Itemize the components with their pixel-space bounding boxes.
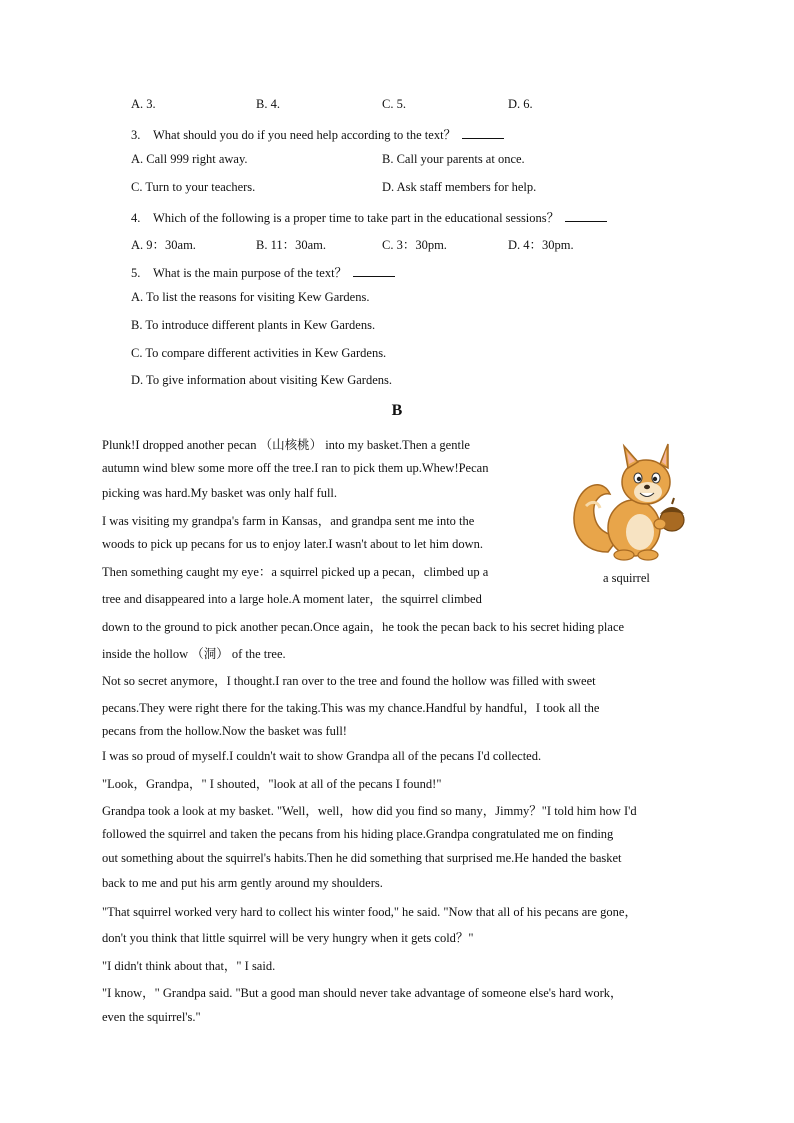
question-4-text: Which of the following is a proper time to take part in the educational sessions？ (153, 211, 560, 225)
passage-line: "Look，Grandpa，" I shouted，"look at all of the pecans I found!" (102, 777, 442, 791)
q3-option-b: B. Call your parents at once. (382, 152, 525, 166)
squirrel-illustration (568, 440, 696, 565)
q3-option-a: A. Call 999 right away. (131, 152, 248, 166)
passage-line: don't you think that little squirrel will be very hungry when it gets cold？" (102, 931, 474, 945)
question-5 (131, 263, 395, 281)
passage-line: even the squirrel's." (102, 1010, 201, 1024)
q4-option-a: A. 9：30am. (131, 238, 196, 252)
question-5-text: What is the main purpose of the text？ (153, 266, 348, 280)
q4-option-b: B. 11：30am. (256, 238, 327, 252)
q4-option-c: C. 3：30pm. (382, 238, 447, 252)
passage-line: "I didn't think about that，" I said. (102, 959, 276, 973)
question-3-text: What should you do if you need help according to the text？ (153, 128, 457, 142)
question-3 (131, 125, 504, 143)
question-3-number: 3. (131, 128, 141, 142)
q2-option-b: B. 4. (256, 97, 280, 111)
passage-line: Then something caught my eye：a squirrel picked up a pecan，climbed up a (102, 565, 489, 579)
q2-option-d: D. 6. (508, 97, 533, 111)
question-4-number: 4. (131, 211, 141, 225)
passage-line: I was visiting my grandpa's farm in Kansas，and grandpa sent me into the (102, 514, 475, 528)
passage-line: "I know，" Grandpa said. "But a good man should never take advantage of someone else's hard work， (102, 986, 623, 1000)
q3-option-c: C. Turn to your teachers. (131, 180, 256, 194)
question-4 (131, 208, 607, 226)
passage-line: followed the squirrel and taken the pecans from his hiding place.Grandpa congratulated me on finding (102, 827, 614, 841)
q5-option-d: D. To give information about visiting Kew Gardens. (131, 373, 393, 387)
passage-line: pecans.They were right there for the taking.This was my chance.Handful by handful，I took all the (102, 701, 600, 715)
passage-line: autumn wind blew some more off the tree.I ran to pick them up.Whew!Pecan (102, 461, 489, 475)
q4-option-d: D. 4：30pm. (508, 238, 574, 252)
answer-blank[interactable] (462, 128, 504, 139)
q5-option-a: A. To list the reasons for visiting Kew Gardens. (131, 290, 370, 304)
passage-line: pecans from the hollow.Now the basket was full! (102, 724, 347, 738)
passage-line: woods to pick up pecans for us to enjoy later.I wasn't about to let him down. (102, 537, 484, 551)
passage-line: out something about the squirrel's habits.Then he did something that surprised me.He handed the basket (102, 851, 622, 865)
passage-line: "That squirrel worked very hard to collect his winter food," he said. "Now that all of his pecans are gone， (102, 905, 637, 919)
passage-line: Plunk!I dropped another pecan （山核桃） into my basket.Then a gentle (102, 438, 470, 452)
q2-option-a: A. 3. (131, 97, 156, 111)
answer-blank[interactable] (353, 266, 395, 277)
q5-option-c: C. To compare different activities in Kew Gardens. (131, 346, 387, 360)
passage-line: back to me and put his arm gently around my shoulders. (102, 876, 383, 890)
passage-line: picking was hard.My basket was only half full. (102, 486, 338, 500)
passage-line: Grandpa took a look at my basket. "Well，well，how did you find so many，Jimmy？"I told him how I'd (102, 804, 637, 818)
passage-line: down to the ground to pick another pecan.Once again，he took the pecan back to his secret hiding place (102, 620, 625, 634)
section-title: B (391, 402, 403, 419)
q5-option-b: B. To introduce different plants in Kew Gardens. (131, 318, 376, 332)
passage-line: inside the hollow （洞） of the tree. (102, 647, 286, 661)
passage-line: Not so secret anymore，I thought.I ran over to the tree and found the hollow was filled with sweet (102, 674, 596, 688)
question-5-number: 5. (131, 266, 141, 280)
squirrel-icon (568, 440, 696, 565)
passage-line: I was so proud of myself.I couldn't wait to show Grandpa all of the pecans I'd collected. (102, 749, 542, 763)
q3-option-d: D. Ask staff members for help. (382, 180, 537, 194)
q2-option-c: C. 5. (382, 97, 406, 111)
answer-blank[interactable] (565, 211, 607, 222)
image-caption: a squirrel (603, 571, 650, 585)
passage-line: tree and disappeared into a large hole.A moment later，the squirrel climbed (102, 592, 482, 606)
